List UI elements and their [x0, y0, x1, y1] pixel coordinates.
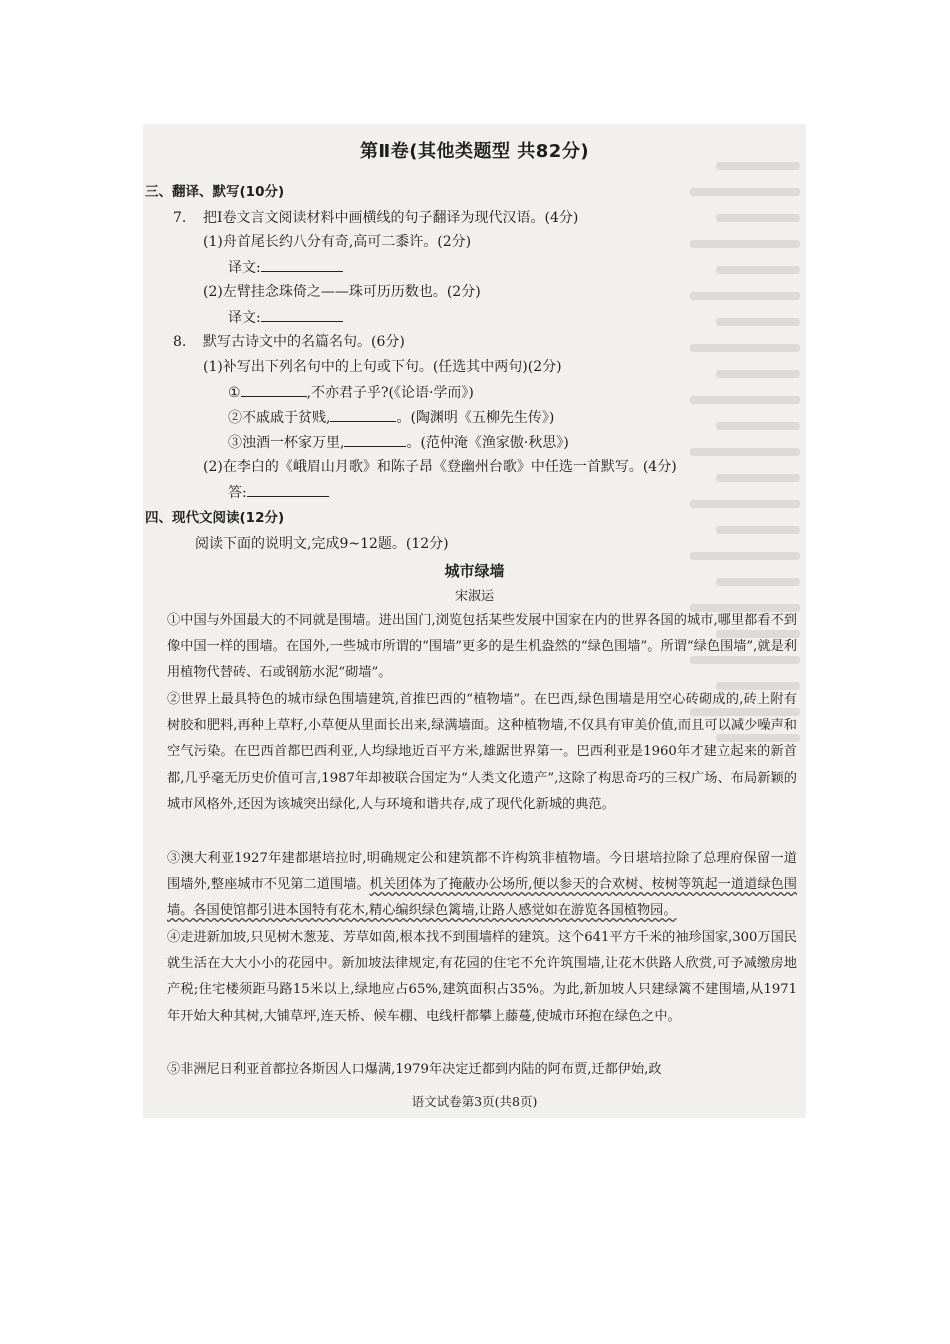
scanned-exam-page: [143, 124, 806, 1118]
answer-blank[interactable]: [344, 432, 406, 447]
paragraph-3-underlined-text: 机关团体为了掩蔽办公场所,便以参天的合欢树、桉树等筑起一道道绿色围墙。各国使馆都引进本国特有花木,精心编织绿色篱墙,让路人感觉如在游览各国植物园。: [167, 877, 797, 919]
q7-number: 7.: [173, 210, 187, 226]
q8-line-b: [228, 407, 554, 428]
article-paragraph-2: ②世界上最具特色的城市绿色围墙建筑,首推巴西的“植物墙”。在巴西,绿色围墙是用空心砖砌成的,砖上附有树胶和肥料,再种上草籽,小草便从里面长出来,绿满墙面。这种植物墙,不仅具有审美价值,而且可以减少噪声和空气污染。在巴西首都巴西利亚,人均绿地近百平方米,雄踞世界第一。巴西利亚是1960年才建立起来的新首都,几乎毫无历史价值可言,1987年却被联合国定为“人类文化遗产”,这除了构思奇巧的三权广场、布局新颖的城市风格外,还因为该城突出绿化,人与环境和谐共存,成了现代化新城的典范。: [167, 692, 797, 812]
article-paragraph-3: [167, 846, 797, 925]
line-c-suffix: 。(范仲淹《渔家傲·秋思》): [406, 435, 569, 451]
section4-instruction: 阅读下面的说明文,完成9~12题。(12分): [195, 536, 449, 552]
answer-blank[interactable]: [247, 482, 329, 497]
q8-part1: (1)补写出下列名句中的上句或下句。(任选其中两句)(2分): [203, 359, 562, 375]
section3-heading: 三、翻译、默写(10分): [145, 184, 285, 200]
q8-part2: (2)在李白的《峨眉山月歌》和陈子昂《登幽州台歌》中任选一首默写。(4分): [203, 459, 677, 475]
q7-item1: (1)舟首尾长约八分有奇,高可二黍许。(2分): [203, 234, 472, 250]
line-a-suffix: ,不亦君子乎?(《论语·学而》): [306, 385, 474, 401]
line-c-prefix: ③浊酒一杯家万里,: [228, 435, 345, 451]
q8-prompt: 默写古诗文中的名篇名句。(6分): [203, 334, 405, 350]
line-b-suffix: 。(陶渊明《五柳先生传》): [396, 410, 555, 426]
q7-item2: (2)左臂挂念珠倚之——珠可历历数也。(2分): [203, 284, 481, 300]
paragraph-3-text: ③澳大利亚1927年建都堪培拉时,明确规定公和建筑都不许构筑非植物墙。今日堪培拉除了总理府保留一道围墙外,整座城市不见第二道围墙。: [167, 851, 797, 893]
page-title: 第Ⅱ卷(其他类题型 共82分): [359, 141, 590, 162]
q7-item1-answer: [228, 257, 343, 278]
section4-heading: 四、现代文阅读(12分): [145, 510, 285, 526]
q7-item2-answer: [228, 307, 343, 328]
answer-blank[interactable]: [330, 407, 396, 422]
answer-blank[interactable]: [261, 257, 343, 272]
article-paragraph-1: ①中国与外国最大的不同就是围墙。进出国门,浏览包括某些发展中国家在内的世界各国的城市,哪里都看不到像中国一样的围墙。在国外,一些城市所谓的“围墙”更多的是生机盎然的“绿色围墙”。所谓“绿色围墙”,就是利用植物代替砖、石或钢筋水泥“砌墙”。: [167, 613, 797, 681]
q8-line-a: [228, 382, 474, 403]
q8-number: 8.: [173, 334, 187, 350]
q7-prompt: 把Ⅰ卷文言文阅读材料中画横线的句子翻译为现代汉语。(4分): [203, 210, 579, 226]
article-paragraph-4: ④走进新加坡,只见树木葱茏、芳草如茵,根本找不到围墙样的建筑。这个641平方千米的袖珍国家,300万国民就生活在大大小小的花园中。新加坡法律规定,有花园的住宅不允许筑围墙,让花木供路人欣赏,可予减缴房地产税;住宅楼须距马路15米以上,绿地应占65%,建筑面积占35%。为此,新加坡人只建绿篱不建围墙,从1971年开始大种其树,大铺草坪,连天桥、候车棚、电线杆都攀上藤蔓,使城市环抱在绿色之中。: [167, 930, 797, 1024]
page-footer: 语文试卷第3页(共8页): [411, 1094, 538, 1109]
answer-label: 译文:: [228, 260, 261, 276]
line-b-prefix: ②不戚戚于贫贱,: [228, 410, 331, 426]
answer-label: 答:: [228, 485, 247, 501]
line-a-prefix: ①: [228, 385, 241, 401]
q8-line-c: [228, 432, 569, 453]
article-author: 宋淑运: [454, 589, 494, 604]
answer-blank[interactable]: [261, 307, 343, 322]
article-paragraph-5: ⑤非洲尼日利亚首都拉各斯因人口爆满,1979年决定迁都到内陆的阿布贾,迁都伊始,政: [167, 1062, 662, 1077]
answer-label: 译文:: [228, 310, 261, 326]
article-title: 城市绿墙: [444, 562, 505, 580]
q8-answer: [228, 482, 329, 503]
answer-blank[interactable]: [241, 382, 307, 397]
